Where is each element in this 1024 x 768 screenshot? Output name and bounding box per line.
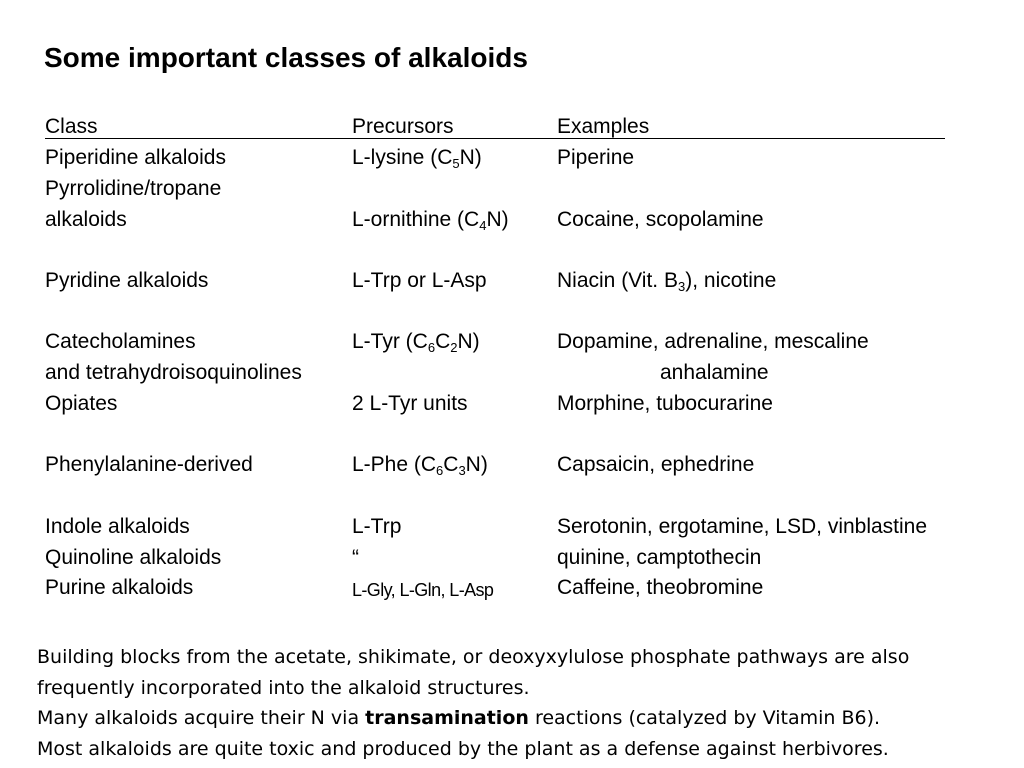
page-title: Some important classes of alkaloids (44, 42, 528, 73)
footer-notes (37, 642, 1007, 764)
precursor-catecholamines: L-Tyr $(C_6C_2N)$ (352, 330, 480, 355)
examples-catecholamines-line1: Dopamine, adrenaline, mescaline (557, 330, 869, 353)
precursor-purine: L-Gly, L-Gln, L-Asp (352, 580, 494, 600)
class-catecholamines-line2: and tetrahydroisoquinolines (45, 361, 302, 384)
examples-opiates: Morphine, tubocurarine (557, 392, 773, 415)
class-phenylalanine: Phenylalanine-derived (45, 453, 253, 476)
footer-line-1: Building blocks from the acetate, shikimate, or deoxyxylulose phosphate pathways are also (37, 646, 910, 668)
examples-purine: Caffeine, theobromine (557, 576, 764, 599)
precursor-opiates: 2 L-Tyr units (352, 392, 468, 415)
examples-pyridine: Niacin (Vit. $B_3$), nicotine (557, 269, 777, 294)
class-pyridine: Pyridine alkaloids (45, 269, 209, 292)
header-underline (45, 138, 945, 139)
examples-indole: Serotonin, ergotamine, LSD, vinblastine (557, 515, 928, 538)
footer-line-4: Most alkaloids are quite toxic and produced by the plant as a defense against herbivores. (37, 737, 889, 760)
examples-phenylalanine: Capsaicin, ephedrine (557, 453, 755, 476)
class-purine: Purine alkaloids (45, 576, 194, 599)
class-piperidine: Piperidine alkaloids (45, 146, 226, 169)
class-catecholamines-line1: Catecholamines (45, 330, 196, 353)
footer-line-2: frequently incorporated into the alkaloid structures. (37, 676, 530, 699)
precursor-tropane: L-ornithine $(C_4N)$ (352, 208, 509, 233)
examples-catecholamines-line2: anhalamine (660, 361, 769, 384)
class-tropane-line2: alkaloids (45, 208, 127, 231)
class-opiates: Opiates (45, 392, 118, 415)
header-examples: Examples (557, 115, 650, 138)
footer-line-3: Many alkaloids acquire their N via transamination reactions (catalyzed by Vitamin B6). (37, 707, 881, 729)
precursor-quinoline: “ (352, 546, 359, 569)
examples-tropane: Cocaine, scopolamine (557, 208, 764, 231)
class-tropane-line1: Pyrrolidine/tropane (45, 177, 222, 200)
precursor-indole: L-Trp (352, 515, 402, 538)
transamination-emphasis: transamination (365, 707, 529, 729)
precursor-phenylalanine: L-Phe $(C_6C_3N)$ (352, 453, 488, 478)
header-precursors: Precursors (352, 115, 454, 138)
header-class: Class (45, 115, 98, 138)
examples-quinoline: quinine, camptothecin (557, 546, 762, 569)
precursor-pyridine: L-Trp or L-Asp (352, 269, 487, 292)
examples-piperidine: Piperine (557, 146, 635, 169)
precursor-piperidine: L-lysine $(C_5N)$ (352, 146, 482, 171)
class-indole: Indole alkaloids (45, 515, 190, 538)
class-quinoline: Quinoline alkaloids (45, 546, 222, 569)
